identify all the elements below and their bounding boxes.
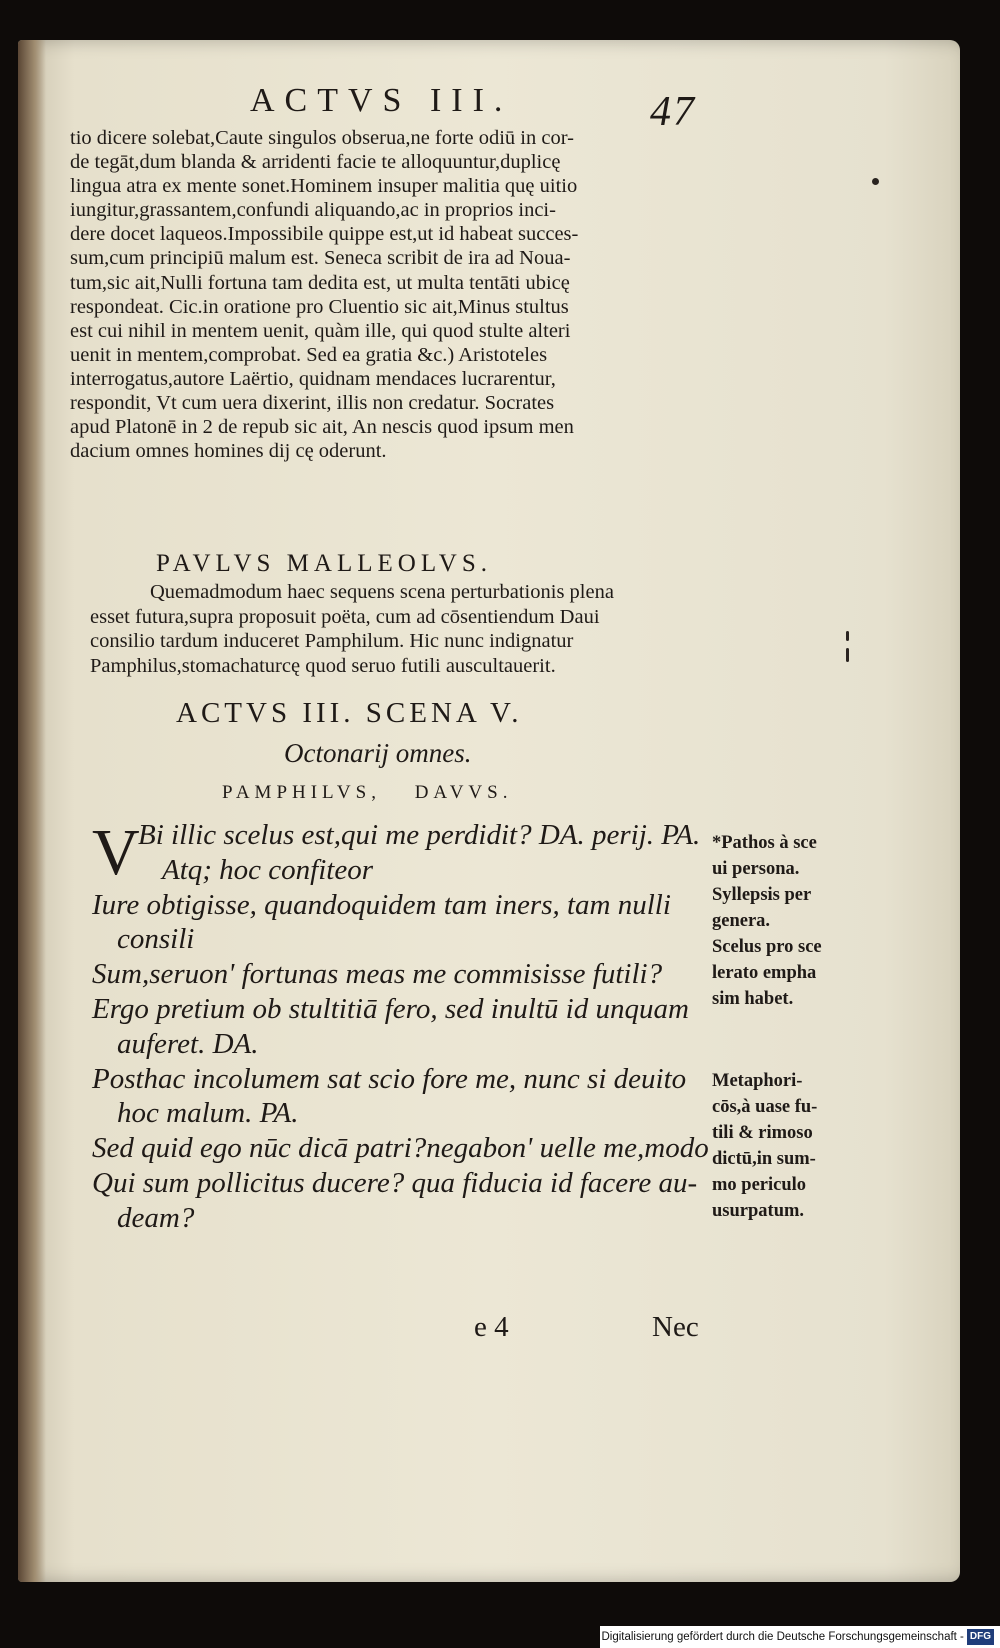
commentary-line: lingua atra ex mente sonet.Hominem insuper malitia quę uitio	[70, 175, 578, 198]
catchword: Nec	[652, 1311, 699, 1343]
verse-line: auferet. DA.	[117, 1027, 259, 1060]
commentary-line: uenit in mentem,comprobat. Sed ea gratia &c.) Aristoteles	[70, 343, 548, 366]
verse-line: deam?	[117, 1201, 195, 1234]
drop-cap: V	[92, 816, 140, 889]
meter-heading: Octonarij omnes.	[284, 738, 472, 768]
verse-line: hoc malum. PA.	[117, 1097, 299, 1130]
commentary-line: dere docet laqueos.Impossibile quippe est,ut id habeat succes-	[70, 223, 579, 246]
verse-line: Iure obtigisse, quandoquidem tam iners, tam nulli	[92, 888, 671, 921]
note-line: lerato empha	[712, 963, 817, 983]
note-line: Scelus pro sce	[712, 937, 822, 957]
commentary-block	[70, 126, 720, 463]
note-line: sim habet.	[712, 989, 794, 1009]
note-line: Syllepsis per	[712, 885, 812, 905]
author-heading: PAVLVS MALLEOLVS.	[156, 550, 493, 577]
binding-gutter	[18, 40, 46, 1582]
commentary-line: de tegāt,dum blanda & arridenti facie te alloquuntur,duplicę	[70, 151, 561, 174]
commentary-line: tum,sic ait,Nulli fortuna tam dedita est, ut multa tentāti ubicę	[70, 271, 570, 294]
marginal-note-metaphor	[712, 1068, 862, 1224]
footer-text: Digitalisierung gefördert durch die Deutsche Forschungsgemeinschaft -	[601, 1631, 964, 1643]
verse-line: consili	[117, 923, 195, 956]
note-line: dictū,in sum-	[712, 1149, 816, 1169]
marginal-note-pathos	[712, 830, 862, 1012]
ink-speck	[846, 648, 849, 662]
commentary-line: tio dicere solebat,Caute singulos obserua,ne forte odiū in cor-	[70, 127, 574, 149]
commentary-line: sum,cum principiū malum est. Seneca scribit de ira ad Noua-	[70, 247, 571, 270]
note-line: *Pathos à sce	[712, 833, 817, 853]
intro-line: Pamphilus,stomachaturcę quod seruo futili auscultauerit.	[90, 654, 556, 677]
note-line: usurpatum.	[712, 1201, 805, 1221]
note-line: tili & rimoso	[712, 1123, 813, 1143]
page-number: 47	[650, 89, 696, 135]
verse-line: Atq; hoc confiteor	[162, 853, 374, 886]
digitization-footer	[600, 1626, 1000, 1648]
ink-speck	[872, 178, 879, 185]
verse-line: Sed quid ego nūc dicā patri?negabon' uelle me,modo	[92, 1132, 709, 1165]
intro-line: Quemadmodum haec sequens scena perturbationis plena	[150, 581, 614, 603]
note-line: ui persona.	[712, 859, 800, 879]
verse-line: Sum,seruon' fortunas meas me commisisse futili?	[92, 958, 663, 991]
note-line: genera.	[712, 911, 771, 931]
scene-heading: ACTVS III. SCENA V.	[176, 697, 523, 729]
verse-line: Bi illic scelus est,qui me perdidit? DA. perij. PA.	[138, 819, 701, 851]
intro-line: consilio tardum induceret Pamphilum. Hic nunc indignatur	[90, 630, 574, 652]
commentary-line: dacium omnes homines dij cę oderunt.	[70, 440, 387, 463]
cast-heading: PAMPHILVS, DAVVS.	[222, 782, 513, 803]
commentary-line: iungitur,grassantem,confundi aliquando,ac in proprios inci-	[70, 199, 556, 222]
verse-line: Ergo pretium ob stultitiā fero, sed inultū id unquam	[92, 992, 689, 1025]
note-line: mo periculo	[712, 1175, 807, 1195]
intro-line: esset futura,supra proposuit poëta, cum ad cōsentiendum Daui	[90, 605, 600, 628]
signature-mark: e 4	[474, 1311, 509, 1343]
note-line: Metaphori-	[712, 1071, 803, 1091]
ink-speck	[846, 631, 849, 641]
running-head: ACTVS III.	[250, 82, 513, 119]
verse-line: Posthac incolumem sat scio fore me, nunc si deuito	[92, 1062, 687, 1095]
commentary-line: respondeat. Cic.in oratione pro Cluentio sic ait,Minus stultus	[70, 295, 569, 318]
commentary-line: respondit, Vt cum uera dixerint, illis non credatur. Socrates	[70, 392, 555, 415]
commentary-line: est cui nihil in mentem uenit, quàm ille, qui quod stulte alteri	[70, 319, 571, 342]
dfg-logo: DFG	[967, 1629, 994, 1645]
verse-block	[92, 818, 712, 1236]
commentary-line: apud Platonē in 2 de repub sic ait, An nescis quod ipsum men	[70, 416, 574, 439]
intro-paragraph	[90, 580, 710, 678]
note-line: cōs,à uase fu-	[712, 1097, 818, 1117]
verse-line: Qui sum pollicitus ducere? qua fiducia id facere au-	[92, 1166, 698, 1199]
commentary-line: interrogatus,autore Laërtio, quidnam mendaces lucrarentur,	[70, 367, 556, 390]
